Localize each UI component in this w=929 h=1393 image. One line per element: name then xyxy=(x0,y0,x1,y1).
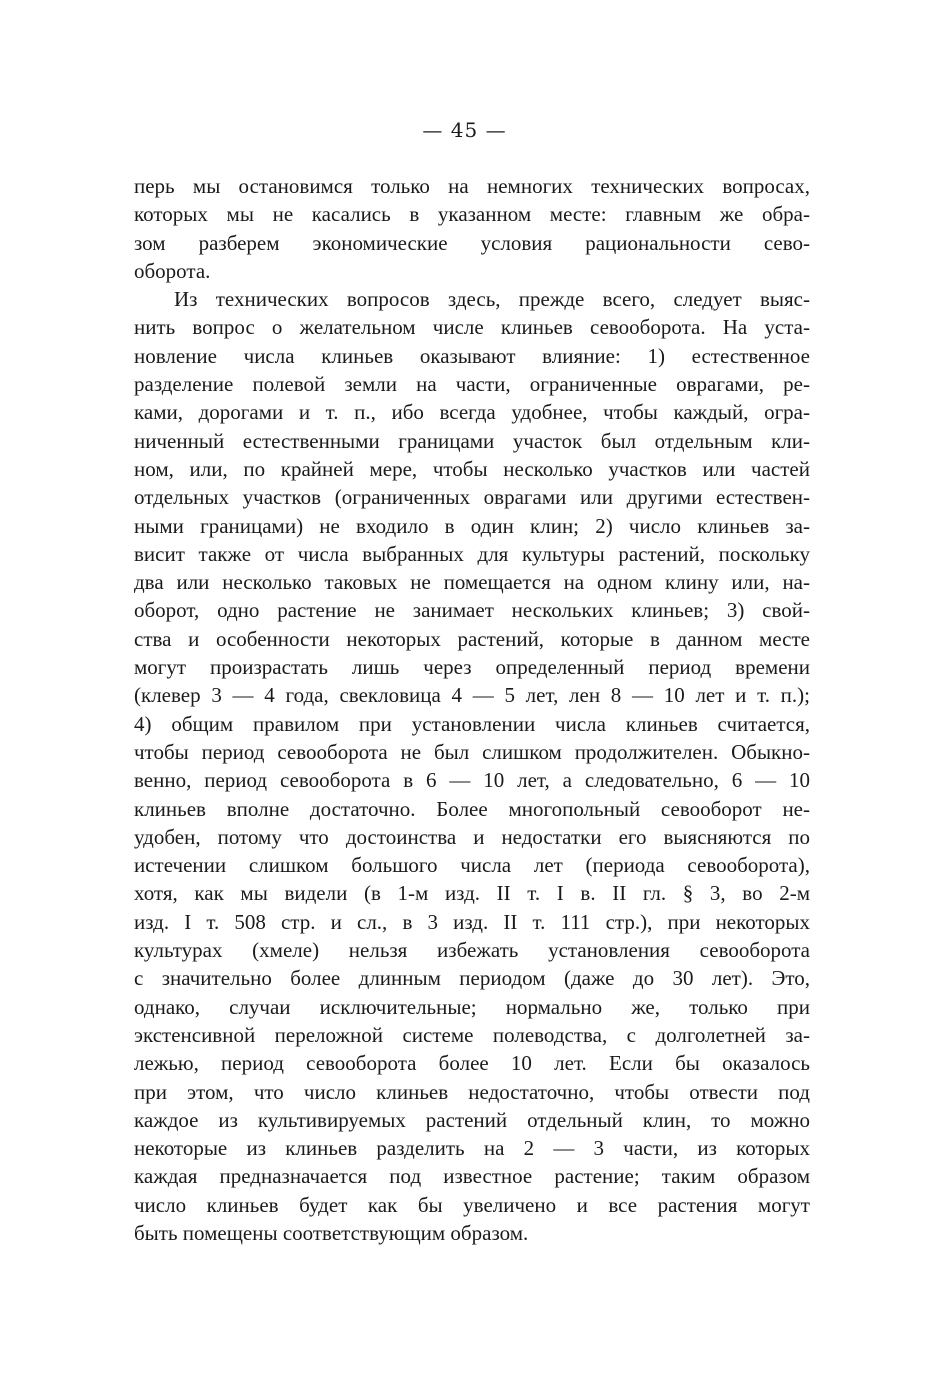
text-line: истечении слишком большого числа лет (периода севооборота), xyxy=(134,853,810,878)
text-line: разделение полевой земли на части, ограниченные оврагами, ре- xyxy=(134,372,810,397)
text-line: ном, или, по крайней мере, чтобы несколько участков или частей xyxy=(134,456,810,481)
text-line: зом разберем экономические условия рациональности сево- xyxy=(134,230,810,255)
text-line: два или несколько таковых не помещается на одном клину или, на- xyxy=(134,570,810,595)
page-number: — 45 — xyxy=(422,118,507,142)
text-line: ными границами) не входило в один клин; 2) число клиньев за- xyxy=(134,513,810,538)
text-line: оборота. xyxy=(134,258,211,283)
text-line: быть помещены соответствующим образом. xyxy=(134,1220,529,1245)
body-text xyxy=(134,172,810,1247)
text-line: нить вопрос о желательном числе клиньев севооборота. На уста- xyxy=(134,315,810,340)
text-line: (клевер 3 — 4 года, свекловица 4 — 5 лет, лен 8 — 10 лет и т. п.); xyxy=(134,683,810,708)
text-line: клиньев вполне достаточно. Более многопольный севооборот не- xyxy=(134,796,810,821)
text-line: новление числа клиньев оказывают влияние: 1) естественное xyxy=(134,343,810,368)
text-line: экстенсивной переложной системе полеводства, с долголетней за- xyxy=(134,1022,810,1047)
text-line: каждая предназначается под известное растение; таким образом xyxy=(134,1164,810,1189)
text-line: оборот, одно растение не занимает нескольких клиньев; 3) свой- xyxy=(134,598,810,623)
text-line: висит также от числа выбранных для культуры растений, поскольку xyxy=(134,541,810,566)
text-line: ками, дорогами и т. п., ибо всегда удобнее, чтобы каждый, огра- xyxy=(134,400,810,425)
text-line: лежью, период севооборота более 10 лет. Если бы оказалось xyxy=(134,1051,810,1076)
text-line: отдельных участков (ограниченных оврагами или другими естествен- xyxy=(134,485,810,510)
text-line: с значительно более длинным периодом (даже до 30 лет). Это, xyxy=(134,966,810,991)
text-line: хотя, как мы видели (в 1-м изд. II т. I в. II гл. § 3, во 2-м xyxy=(134,881,810,906)
text-line: культурах (хмеле) нельзя избежать установления севооборота xyxy=(134,938,810,963)
text-line: 4) общим правилом при установлении числа клиньев считается, xyxy=(134,711,810,736)
text-line: ниченный естественными границами участок был отдельным кли- xyxy=(134,428,810,453)
text-line: однако, случаи исключительные; нормально же, только при xyxy=(134,994,810,1019)
text-line: удобен, потому что достоинства и недостатки его выясняются по xyxy=(134,824,810,849)
text-line: каждое из культивируемых растений отдельный клин, то можно xyxy=(134,1107,810,1132)
text-line: перь мы остановимся только на немногих технических вопросах, xyxy=(134,174,810,198)
text-line: Из технических вопросов здесь, прежде всего, следует выяс- xyxy=(174,287,810,312)
text-line: число клиньев будет как бы увеличено и все растения могут xyxy=(134,1192,810,1217)
text-line: чтобы период севооборота не был слишком продолжителен. Обыкно- xyxy=(134,739,810,764)
text-line: могут произрастать лишь через определенный период времени xyxy=(134,655,810,680)
text-line: при этом, что число клиньев недостаточно, чтобы отвести под xyxy=(134,1079,810,1104)
text-line: изд. I т. 508 стр. и сл., в 3 изд. II т. 111 стр.), при некоторых xyxy=(134,909,810,934)
text-line: ства и особенности некоторых растений, которые в данном месте xyxy=(134,626,810,651)
text-line: некоторые из клиньев разделить на 2 — 3 части, из которых xyxy=(134,1136,810,1161)
text-line: которых мы не касались в указанном месте: главным же обра- xyxy=(134,202,810,227)
text-line: венно, период севооборота в 6 — 10 лет, а следовательно, 6 — 10 xyxy=(134,768,810,793)
